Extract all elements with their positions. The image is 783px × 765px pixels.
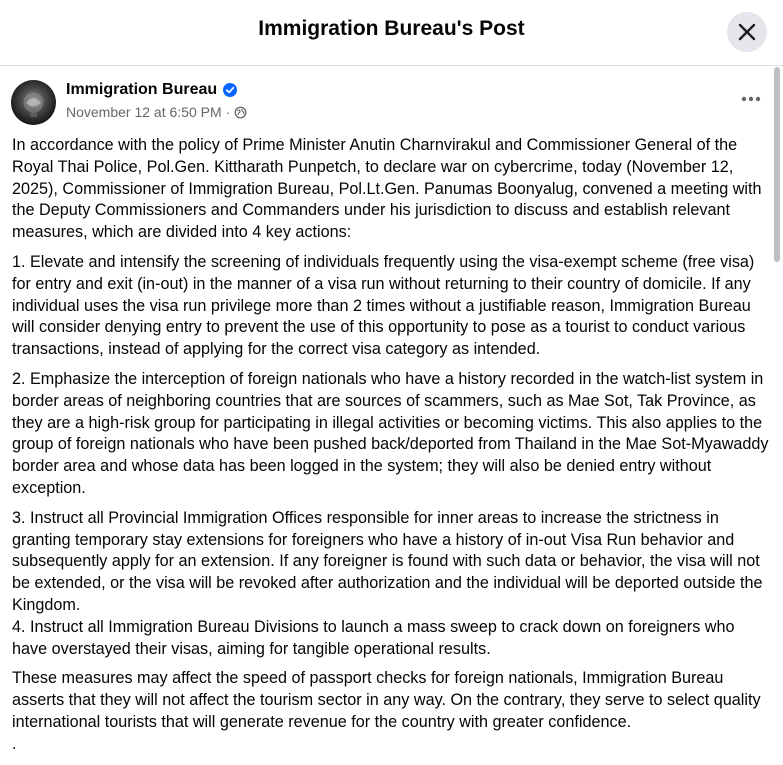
post-paragraph-closing: These measures may affect the speed of passport checks for foreign nationals, Immigration Bureau asserts that they will not affect the tourism sector in any way. On the contrary, they serve to select quality international tourists that will generate revenue for the country with greater confidence. <box>12 669 761 731</box>
scrollbar[interactable] <box>771 67 783 765</box>
post-paragraph-trailing-dot: . <box>12 734 17 753</box>
post-paragraph-action-2: 2. Emphasize the interception of foreign nationals who have a history recorded in the watch-list system in border areas of neighboring countries that are sources of scammers, such as Mae Sot, Tak Province, as they are a high-risk group for participating in illegal activities or becoming victims. This also applies to the group of foreign nationals who have been pushed back/deported from Thailand in the Mae Sot-Myawaddy border area and whose data has been logged in the system; they will also be denied entry without exception. <box>12 369 769 497</box>
close-icon <box>738 23 756 41</box>
post-meta <box>66 104 247 120</box>
post-timestamp[interactable]: November 12 at 6:50 PM <box>66 104 222 120</box>
post-paragraph-intro: In accordance with the policy of Prime Minister Anutin Charnvirakul and Commissioner General of the Royal Thai Police, Pol.Gen. Kittharath Punpetch, to declare war on cybercrime, today (November 12, 2025), Commissioner of Immigration Bureau, Pol.Lt.Gen. Panumas Boonyalug, convened a meeting with the Deputy Commissioners and Commanders under his jurisdiction to discuss and establish relevant measures, which are divided into 4 key actions: <box>12 136 762 242</box>
post-paragraph-action-1: 1. Elevate and intensify the screening of individuals frequently using the visa-exempt scheme (free visa) for entry and exit (in-out) in the manner of a visa run without returning to their country of domicile. If any individual uses the visa run privilege more than 2 times without a justifiable reason, Immigration Bureau will consider denying entry to prevent the use of this opportunity to pose as a tourist to conduct various transactions, instead of applying for the correct visa category as intended. <box>12 252 755 359</box>
post-content <box>0 67 771 765</box>
avatar-emblem-icon <box>11 80 56 125</box>
author-row <box>66 81 237 99</box>
author-name[interactable]: Immigration Bureau <box>66 81 218 98</box>
author-avatar[interactable] <box>11 80 56 125</box>
post-body <box>12 135 771 756</box>
scrollbar-thumb[interactable] <box>774 67 780 262</box>
dialog-title: Immigration Bureau's Post <box>258 17 525 40</box>
close-button[interactable] <box>727 12 767 52</box>
globe-icon[interactable] <box>234 106 247 119</box>
more-options-icon <box>741 96 761 102</box>
post-paragraph-action-4: 4. Instruct all Immigration Bureau Divisions to launch a mass sweep to crack down on foreigners who have overstayed their visas, aiming for tangible operational results. <box>12 617 735 658</box>
meta-separator: · <box>225 104 231 120</box>
post-paragraph-action-3: 3. Instruct all Provincial Immigration Offices responsible for inner areas to increase the strictness in granting temporary stay extensions for foreigners who have a history of in-out Visa Run behavior and subsequently apply for an extension. If any foreigner is found with such data or behavior, the visa will not be extended, or the visa will be revoked after authorization and the individual will be deported outside the Kingdom. <box>12 508 763 614</box>
verified-badge-icon <box>223 83 237 97</box>
dialog-header <box>0 0 783 66</box>
more-options-button[interactable] <box>739 89 763 109</box>
